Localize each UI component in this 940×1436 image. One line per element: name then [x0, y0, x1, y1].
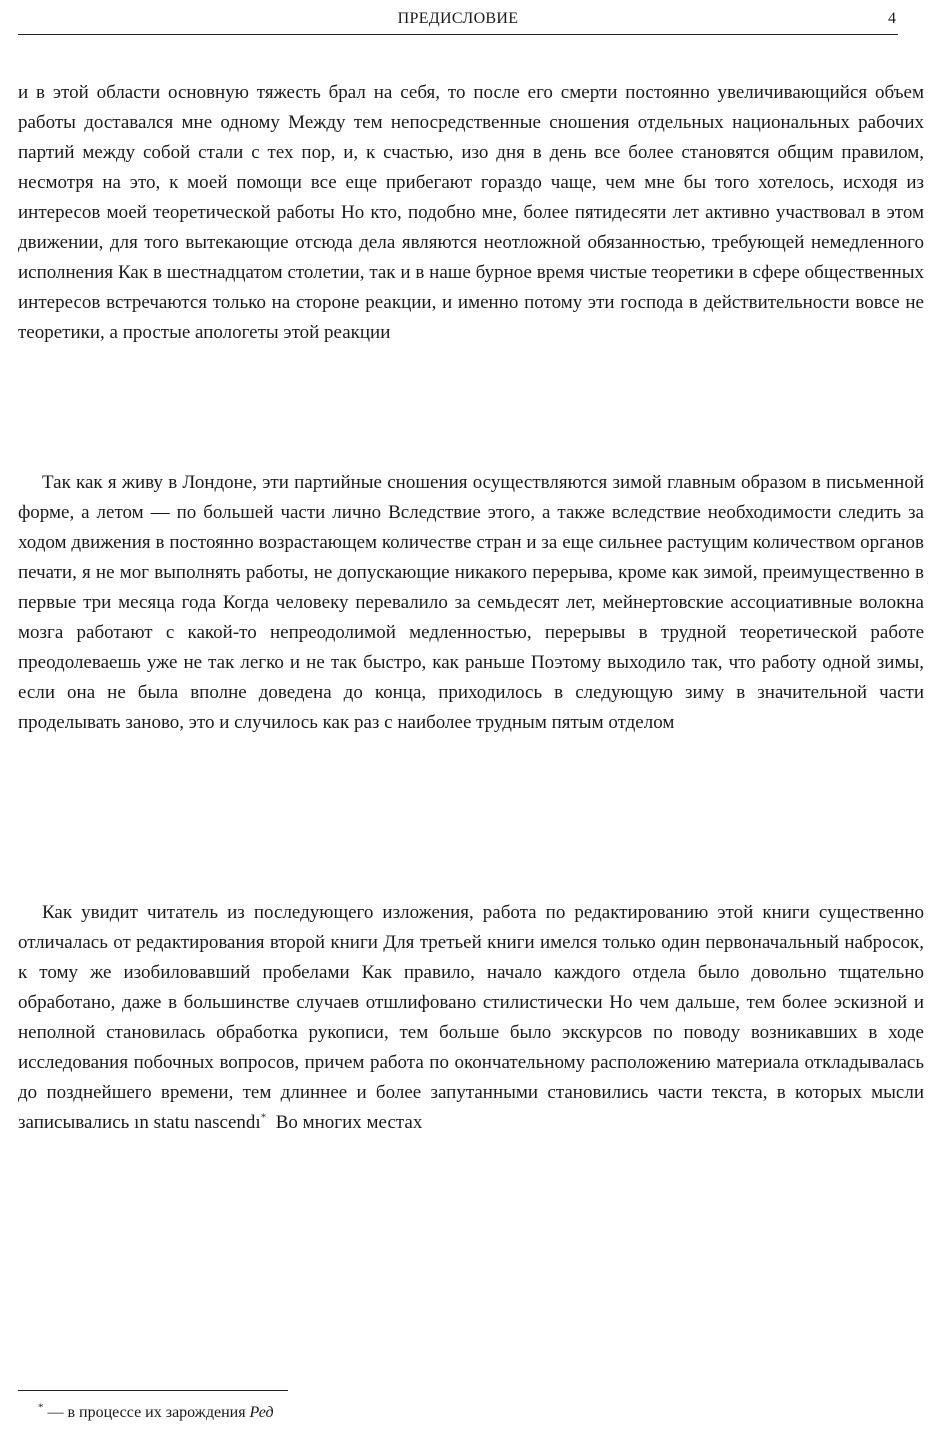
page-number: 4: [888, 10, 896, 27]
paragraph-1-text: и в этой области основную тяжесть брал на себя, то после его смерти постоянно увеличивающийся объем работы доставался мне одному Между тем непосредственные сношения отдельных национальных рабочих партий между собой стали с тех пор, и, к счастью, изо дня в день все более становятся общим правилом, несмотря на это, к моей помощи все еще прибегают гораздо чаще, чем мне бы того хотелось, исходя из интересов моей теоретической работы Но кто, подобно мне, более пятидесяти лет активно участвовал в этом движении, для того вытекающие отсюда дела являются неотложной обязанностью, требующей немедленного исполнения Как в шестнадцатом столетии, так и в наше бурное время чистые теоретики в сфере общественных интересов встречаются только на стороне реакции, и именно потому эти господа в действительности вовсе не теоретики, а простые апологеты этой реакции: [18, 82, 924, 343]
footnote: [38, 1402, 274, 1424]
footnote-marker: *: [38, 1401, 44, 1414]
footnote-reference[interactable]: *: [260, 1111, 267, 1124]
running-header: [18, 8, 898, 35]
footnote-divider: [18, 1390, 288, 1391]
paragraph-2-text: Так как я живу в Лондоне, эти партийные сношения осуществляются зимой главным образом в письменной форме, а летом — по большей части лично Вследствие этого, а также вследствие необходимости следить за ходом движения в постоянно возрастающем количестве стран и за еще сильнее растущим количеством органов печати, я не мог выполнять работы, не допускающие никакого перерыва, кроме как зимой, преимущественно в первые три месяца года Когда человеку перевалило за семьдесят лет, мейнертовские ассоциативные волокна мозга работают с какой-то непреодолимой медленностью, перерывы в трудной теоретической работе преодолеваешь уже не так легко и не так быстро, как раньше Поэтому выходило так, что работу одной зимы, если она не была вполне доведена до конца, приходилось в следующую зиму в значительной части проделывать заново, это и случилось как раз с наиболее трудным пятым отделом: [18, 472, 924, 733]
paragraph-3-text: Как увидит читатель из последующего изложения, работа по редактированию этой книги существенно отличалась от редактирования второй книги Для третьей книги имелся только один первоначальный набросок, к тому же изобиловавший пробелами Как правило, начало каждого отдела было довольно тщательно обработано, даже в большинстве случаев отшлифовано стилистически Но чем дальше, тем более эскизной и неполной становилась обработка рукописи, тем больше было экскурсов по поводу возникавших в ходе исследования побочных вопросов, причем работа по окончательному расположению материала откладывалась до позднейшего времени, тем длиннее и более запутанными становились части текста, в которых мысли записывались ın statu nascendı: [18, 902, 924, 1133]
running-title: ПРЕДИСЛОВИЕ: [397, 10, 519, 27]
paragraph-3: [18, 898, 924, 1138]
paragraph-3-tail: Во многих местах: [275, 1112, 423, 1133]
paragraph-2: [18, 468, 924, 738]
paragraph-1: [18, 78, 924, 348]
footnote-text: — в процессе их зарождения: [47, 1404, 246, 1421]
footnote-editor-note: Ред: [249, 1404, 274, 1421]
